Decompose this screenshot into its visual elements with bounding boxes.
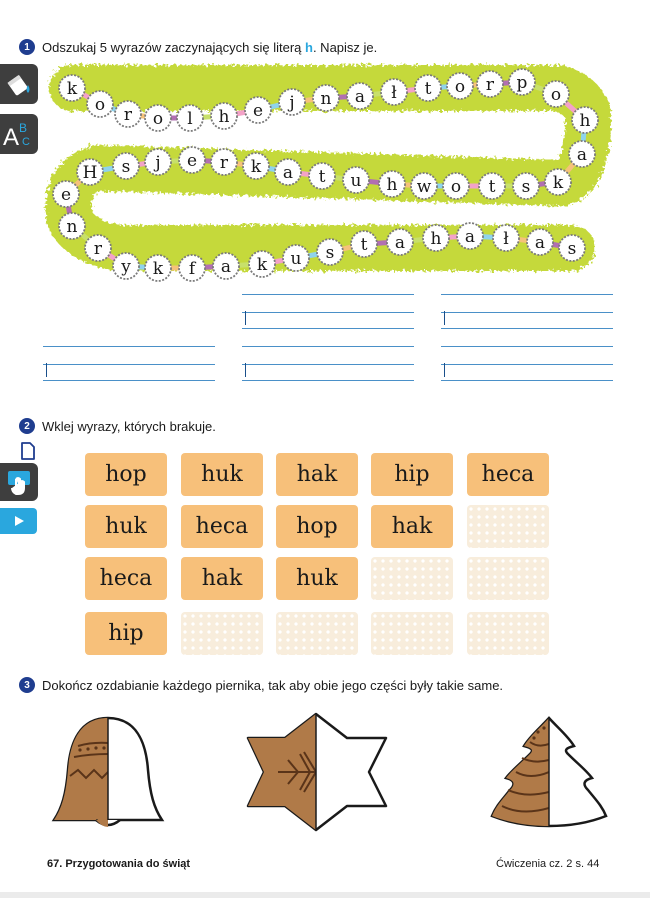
empty-tile-slot[interactable] xyxy=(467,505,549,548)
letter-bead[interactable] xyxy=(477,71,503,97)
bead-letter: p xyxy=(516,73,528,93)
bead-letter: a xyxy=(282,163,294,183)
bead-letter: H xyxy=(82,163,98,183)
play-icon[interactable] xyxy=(0,508,37,534)
answer-line-3[interactable] xyxy=(43,346,215,386)
letter-bead[interactable] xyxy=(379,171,405,197)
task-3-number: 3 xyxy=(19,677,35,693)
bead-letter: o xyxy=(550,85,562,105)
bead-letter: a xyxy=(534,233,546,253)
word-tile[interactable]: hak xyxy=(276,453,358,496)
bead-letter: u xyxy=(350,171,362,191)
bead-letter: n xyxy=(320,89,332,109)
letter-bead[interactable] xyxy=(245,97,271,123)
letter-bead[interactable] xyxy=(145,255,171,281)
letter-bead[interactable] xyxy=(177,105,203,131)
bead-letter: n xyxy=(66,217,78,237)
bead-letter: h xyxy=(386,175,398,195)
bead-letter: a xyxy=(394,233,406,253)
answer-line-2[interactable] xyxy=(441,294,613,334)
task-3-text: Dokończ ozdabianie każdego piernika, tak aby obie jego części były takie same. xyxy=(42,677,504,693)
svg-text:C: C xyxy=(22,136,30,148)
word-tile[interactable]: hip xyxy=(85,612,167,655)
bead-letter: j xyxy=(289,93,295,113)
answer-line-4[interactable] xyxy=(242,346,414,386)
bead-letter: r xyxy=(123,105,133,125)
letter-h-highlight: h xyxy=(305,39,313,55)
word-tile[interactable]: huk xyxy=(276,557,358,600)
empty-tile-slot[interactable] xyxy=(371,557,453,600)
letter-bead[interactable] xyxy=(513,173,539,199)
letter-bead[interactable] xyxy=(545,169,571,195)
letter-bead[interactable] xyxy=(443,173,469,199)
bead-letter: e xyxy=(186,151,198,171)
bead-letter: k xyxy=(66,79,78,99)
letter-bead[interactable] xyxy=(179,255,205,281)
letter-bead[interactable] xyxy=(243,153,269,179)
letter-bead[interactable] xyxy=(211,149,237,175)
bead-letter: o xyxy=(94,95,106,115)
letter-chain xyxy=(0,0,650,300)
letter-bead[interactable] xyxy=(249,251,275,277)
letter-bead[interactable] xyxy=(59,213,85,239)
task-1-number: 1 xyxy=(19,39,35,55)
letter-bead[interactable] xyxy=(415,75,441,101)
letter-bead[interactable] xyxy=(559,235,585,261)
bead-letter: r xyxy=(219,153,229,173)
letter-bead[interactable] xyxy=(53,181,79,207)
empty-tile-slot[interactable] xyxy=(467,612,549,655)
word-tile[interactable]: hop xyxy=(276,505,358,548)
bead-letter: j xyxy=(155,153,161,173)
bead-letter: h xyxy=(218,107,230,127)
task-2-number: 2 xyxy=(19,418,35,434)
empty-tile-slot[interactable] xyxy=(467,557,549,600)
bead-letter: y xyxy=(121,257,131,277)
bead-letter: o xyxy=(152,109,164,129)
bead-letter: ł xyxy=(391,83,397,103)
letter-bead[interactable] xyxy=(479,173,505,199)
empty-tile-slot[interactable] xyxy=(276,612,358,655)
letter-bead[interactable] xyxy=(347,83,373,109)
letter-bead[interactable] xyxy=(283,245,309,271)
letter-bead[interactable] xyxy=(343,167,369,193)
letter-bead[interactable] xyxy=(87,91,113,117)
document-icon[interactable] xyxy=(20,442,36,465)
letter-bead[interactable] xyxy=(309,163,335,189)
letter-bead[interactable] xyxy=(59,75,85,101)
letter-bead[interactable] xyxy=(145,105,171,131)
letter-bead[interactable] xyxy=(113,253,139,279)
word-tile[interactable]: hip xyxy=(371,453,453,496)
letter-bead[interactable] xyxy=(509,69,535,95)
word-tile[interactable]: heca xyxy=(85,557,167,600)
task-2-text: Wklej wyrazy, których brakuje. xyxy=(42,418,216,434)
letter-bead[interactable] xyxy=(381,79,407,105)
bead-letter: s xyxy=(121,157,131,177)
bead-letter: f xyxy=(188,259,196,279)
bead-letter: a xyxy=(576,145,588,165)
answer-line-5[interactable] xyxy=(441,346,613,386)
bead-letter: t xyxy=(360,235,368,255)
bell-cookie[interactable] xyxy=(50,712,170,832)
bead-letter: s xyxy=(567,239,577,259)
word-tile[interactable]: hak xyxy=(371,505,453,548)
bead-letter: k xyxy=(552,173,564,193)
letter-bead[interactable] xyxy=(77,159,103,185)
bead-letter: s xyxy=(521,177,531,197)
letter-bead[interactable] xyxy=(447,73,473,99)
bead-letter: k xyxy=(152,259,164,279)
letter-bead[interactable] xyxy=(145,149,171,175)
bead-letter: h xyxy=(430,229,442,249)
task-1-text: Odszukaj 5 wyrazów zaczynających się literą h. Napisz je. xyxy=(42,39,378,55)
letter-bead[interactable] xyxy=(115,101,141,127)
letter-bead[interactable] xyxy=(179,147,205,173)
bead-letter: a xyxy=(220,257,232,277)
letter-bead[interactable] xyxy=(85,235,111,261)
empty-tile-slot[interactable] xyxy=(371,612,453,655)
letter-bead[interactable] xyxy=(572,107,598,133)
bead-letter: e xyxy=(60,185,72,205)
drag-sticker-icon[interactable] xyxy=(0,463,38,501)
bead-letter: t xyxy=(488,177,496,197)
letter-bead[interactable] xyxy=(569,141,595,167)
bead-letter: ł xyxy=(503,229,509,249)
bead-letter: a xyxy=(464,227,476,247)
word-tile[interactable]: hak xyxy=(181,557,263,600)
letter-bead[interactable] xyxy=(275,159,301,185)
bead-letter: t xyxy=(424,79,432,99)
letter-bead[interactable] xyxy=(317,239,343,265)
letter-bead[interactable] xyxy=(493,225,519,251)
bead-letter: h xyxy=(579,111,591,131)
footer-workbook-ref: Ćwiczenia cz. 2 s. 44 xyxy=(496,858,600,870)
bead-letter: t xyxy=(318,167,326,187)
bead-letter: s xyxy=(325,243,335,263)
bead-letter: o xyxy=(450,177,462,197)
letter-bead[interactable] xyxy=(423,225,449,251)
bead-letter: r xyxy=(485,75,495,95)
letter-bead[interactable] xyxy=(351,231,377,257)
letter-bead[interactable] xyxy=(213,253,239,279)
bead-letter: r xyxy=(93,239,103,259)
letter-bead[interactable] xyxy=(211,103,237,129)
bead-letter: o xyxy=(454,77,466,97)
footer-chapter: 67. Przygotowania do świąt xyxy=(47,858,191,870)
bead-letter: w xyxy=(416,177,432,197)
svg-text:A: A xyxy=(3,124,20,151)
empty-tile-slot[interactable] xyxy=(181,612,263,655)
letter-bead[interactable] xyxy=(279,89,305,115)
word-tile[interactable]: huk xyxy=(181,453,263,496)
letter-bead[interactable] xyxy=(457,223,483,249)
task-2-heading xyxy=(19,418,216,434)
bead-letter: k xyxy=(256,255,268,275)
svg-text:B: B xyxy=(19,121,28,135)
word-tile[interactable]: hop xyxy=(85,453,167,496)
letter-bead[interactable] xyxy=(543,81,569,107)
letter-bead[interactable] xyxy=(411,173,437,199)
bead-letter: e xyxy=(252,101,264,121)
letter-bead[interactable] xyxy=(527,229,553,255)
word-tile[interactable]: heca xyxy=(467,453,549,496)
word-tile[interactable]: huk xyxy=(85,505,167,548)
bead-letter: l xyxy=(187,109,193,129)
letter-bead[interactable] xyxy=(313,85,339,111)
bottom-divider xyxy=(0,892,650,898)
tree-cookie[interactable] xyxy=(486,712,616,832)
word-tile[interactable]: heca xyxy=(181,505,263,548)
letter-bead[interactable] xyxy=(387,229,413,255)
bead-letter: u xyxy=(290,249,302,269)
bead-letter: k xyxy=(250,157,262,177)
task-3-heading xyxy=(19,677,503,693)
letter-bead[interactable] xyxy=(113,153,139,179)
star-cookie[interactable] xyxy=(244,710,394,835)
answer-line-1[interactable] xyxy=(242,294,414,334)
bead-letter: a xyxy=(354,87,366,107)
